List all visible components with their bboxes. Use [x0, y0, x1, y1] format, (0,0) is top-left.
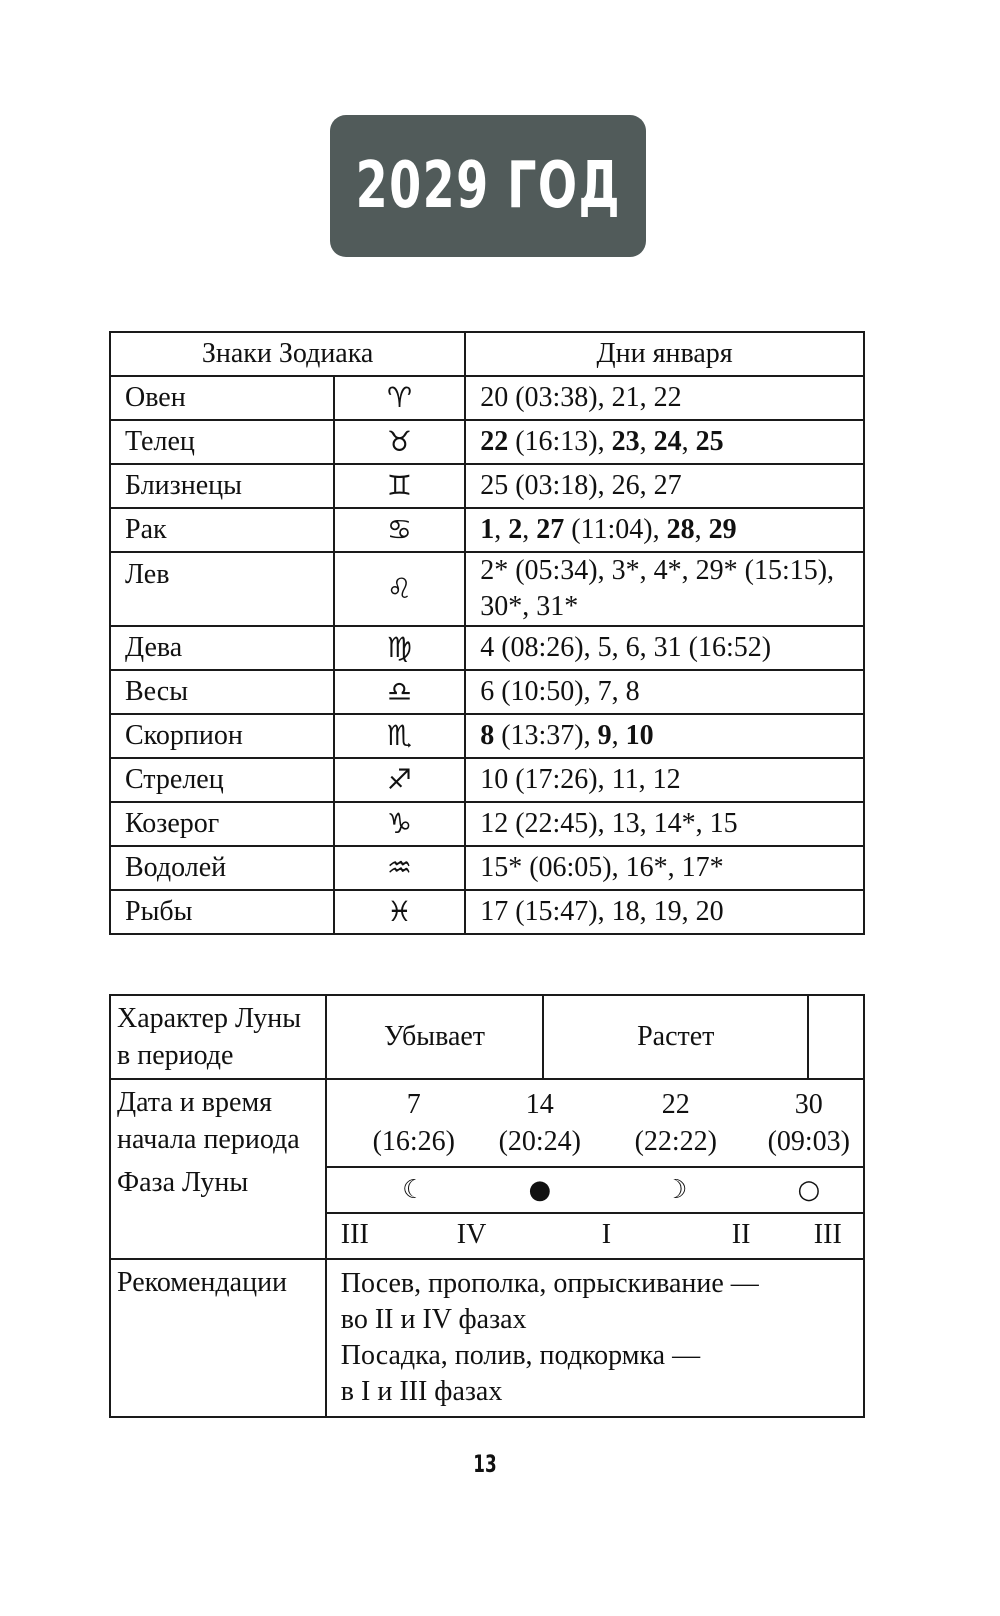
- zodiac-days: [465, 420, 864, 464]
- favorable-day: 9: [597, 720, 612, 751]
- day-text: (11:04),: [564, 514, 667, 545]
- roman-phase-cell: [326, 1213, 864, 1259]
- day-text: ,: [694, 514, 709, 545]
- period-date: [364, 1086, 464, 1160]
- zodiac-symbol-icon: ♒︎: [334, 846, 466, 890]
- period-time: (22:22): [634, 1126, 718, 1157]
- moon-recommendations-row: [110, 1259, 864, 1417]
- zodiac-sign-name: Рак: [110, 508, 334, 552]
- period-time: (20:24): [498, 1126, 582, 1157]
- zodiac-days: [465, 890, 864, 934]
- day-text: (13:37),: [494, 720, 598, 751]
- day-text: 2* (05:34), 3*, 4*, 29* (15:15), 30*, 31*: [480, 555, 835, 622]
- favorable-day: 2: [508, 514, 523, 545]
- period-day: 22: [661, 1089, 690, 1120]
- date-cell: [326, 1079, 864, 1167]
- favorable-day: 28: [666, 514, 695, 545]
- zodiac-row: [110, 376, 864, 420]
- empty-cell: [808, 995, 864, 1079]
- zodiac-row: [110, 626, 864, 670]
- period-day: 7: [406, 1089, 421, 1120]
- day-text: ,: [611, 720, 626, 751]
- year-title-box: [330, 115, 646, 257]
- zodiac-symbol-icon: ♌︎: [334, 552, 466, 626]
- favorable-day: 22: [480, 426, 509, 457]
- phase-number: III: [340, 1219, 369, 1250]
- phase-number: II: [731, 1219, 751, 1250]
- zodiac-days: [465, 714, 864, 758]
- zodiac-sign-name: Лев: [110, 552, 334, 626]
- date-label-line: начала периода: [117, 1124, 300, 1155]
- phase-number: III: [813, 1219, 842, 1250]
- zodiac-row: [110, 846, 864, 890]
- zodiac-symbol-icon: ♋︎: [334, 508, 466, 552]
- zodiac-table: [109, 331, 865, 935]
- waxing-cell: Растет: [543, 995, 808, 1079]
- day-text: ,: [522, 514, 537, 545]
- header-signs: Знаки Зодиака: [110, 332, 465, 376]
- zodiac-row: [110, 508, 864, 552]
- zodiac-days: [465, 464, 864, 508]
- day-text: (03:38), 21, 22: [508, 382, 682, 413]
- favorable-day: 27: [536, 514, 565, 545]
- page-number: 13: [473, 1450, 497, 1478]
- day-text: 6 (10:50), 7, 8: [480, 676, 640, 707]
- zodiac-symbol-icon: ♐︎: [334, 758, 466, 802]
- day-text: 12 (22:45), 13, 14*, 15: [480, 808, 738, 839]
- day-text: 25 (03:18), 26, 27: [480, 470, 682, 501]
- day-text: 10 (17:26), 11, 12: [480, 764, 681, 795]
- period-date: [490, 1086, 590, 1160]
- zodiac-sign-name: Овен: [110, 376, 334, 420]
- first-quarter-icon: ☽: [664, 1175, 688, 1205]
- character-label-line: в периоде: [117, 1040, 234, 1071]
- period-date: [759, 1086, 859, 1160]
- zodiac-sign-name: Козерог: [110, 802, 334, 846]
- waning-crescent-icon: ☾: [402, 1175, 426, 1205]
- date-phase-label: [110, 1079, 326, 1259]
- day-text: 4 (08:26), 5, 6, 31 (16:52): [480, 632, 772, 663]
- day-text: 17 (15:47), 18, 19, 20: [480, 896, 724, 927]
- favorable-day: 8: [480, 720, 495, 751]
- zodiac-symbol-icon: ♑︎: [334, 802, 466, 846]
- zodiac-symbol-icon: ♉︎: [334, 420, 466, 464]
- zodiac-days: [465, 376, 864, 420]
- recommendation-line: Посев, прополка, опрыскивание —: [340, 1268, 759, 1299]
- zodiac-symbol-icon: ♈︎: [334, 376, 466, 420]
- period-time: (16:26): [372, 1126, 456, 1157]
- zodiac-symbol-icon: ♍︎: [334, 626, 466, 670]
- zodiac-days: [465, 552, 864, 626]
- zodiac-days: [465, 670, 864, 714]
- full-moon-icon: ○: [797, 1175, 821, 1205]
- moon-date-row: [110, 1079, 864, 1167]
- zodiac-sign-name: Стрелец: [110, 758, 334, 802]
- phase-label: Фаза Луны: [117, 1167, 249, 1198]
- zodiac-header-row: [110, 332, 864, 376]
- day-text: ,: [639, 426, 654, 457]
- waning-cell: Убывает: [326, 995, 543, 1079]
- zodiac-days: [465, 508, 864, 552]
- day-text: 20: [480, 382, 509, 413]
- period-time: (09:03): [767, 1126, 851, 1157]
- favorable-day: 29: [708, 514, 737, 545]
- zodiac-days: [465, 802, 864, 846]
- zodiac-row: [110, 758, 864, 802]
- zodiac-symbol-icon: ♏︎: [334, 714, 466, 758]
- zodiac-days: [465, 758, 864, 802]
- recommendation-line: Посадка, полив, подкормка —: [340, 1340, 701, 1371]
- zodiac-sign-name: Рыбы: [110, 890, 334, 934]
- zodiac-sign-name: Скорпион: [110, 714, 334, 758]
- period-date: [626, 1086, 726, 1160]
- favorable-day: 10: [625, 720, 654, 751]
- zodiac-sign-name: Дева: [110, 626, 334, 670]
- favorable-day: 25: [695, 426, 724, 457]
- zodiac-row: [110, 714, 864, 758]
- date-label-line: Дата и время: [117, 1087, 273, 1118]
- recommendation-line: в I и III фазах: [340, 1376, 503, 1407]
- period-day: 14: [525, 1089, 554, 1120]
- character-label: [110, 995, 326, 1079]
- moon-character-row: [110, 995, 864, 1079]
- zodiac-row: [110, 670, 864, 714]
- day-text: ,: [681, 426, 696, 457]
- recommendations-text: [326, 1259, 864, 1417]
- character-label-line: Характер Луны: [117, 1003, 302, 1034]
- day-text: (16:13),: [508, 426, 612, 457]
- recommendations-label: Рекомендации: [110, 1259, 326, 1417]
- zodiac-row: [110, 890, 864, 934]
- zodiac-sign-name: Телец: [110, 420, 334, 464]
- favorable-day: 23: [611, 426, 640, 457]
- phase-number: I: [601, 1219, 612, 1250]
- zodiac-row: [110, 464, 864, 508]
- zodiac-symbol-icon: ♓︎: [334, 890, 466, 934]
- year-title: 2029 ГОД: [355, 149, 621, 223]
- zodiac-sign-name: Водолей: [110, 846, 334, 890]
- favorable-day: 24: [653, 426, 682, 457]
- phase-cell: [326, 1167, 864, 1213]
- zodiac-sign-name: Весы: [110, 670, 334, 714]
- day-text: 15* (06:05), 16*, 17*: [480, 852, 724, 883]
- new-moon-icon: ●: [528, 1175, 552, 1205]
- zodiac-row: [110, 802, 864, 846]
- phase-number: IV: [456, 1219, 487, 1250]
- zodiac-row: [110, 552, 864, 626]
- zodiac-sign-name: Близнецы: [110, 464, 334, 508]
- moon-table: [109, 994, 865, 1418]
- period-day: 30: [794, 1089, 823, 1120]
- zodiac-symbol-icon: ♊︎: [334, 464, 466, 508]
- favorable-day: 1: [480, 514, 495, 545]
- day-text: ,: [494, 514, 509, 545]
- zodiac-days: [465, 626, 864, 670]
- zodiac-days: [465, 846, 864, 890]
- recommendation-line: во II и IV фазах: [340, 1304, 527, 1335]
- zodiac-row: [110, 420, 864, 464]
- zodiac-symbol-icon: ♎︎: [334, 670, 466, 714]
- header-days: Дни января: [465, 332, 864, 376]
